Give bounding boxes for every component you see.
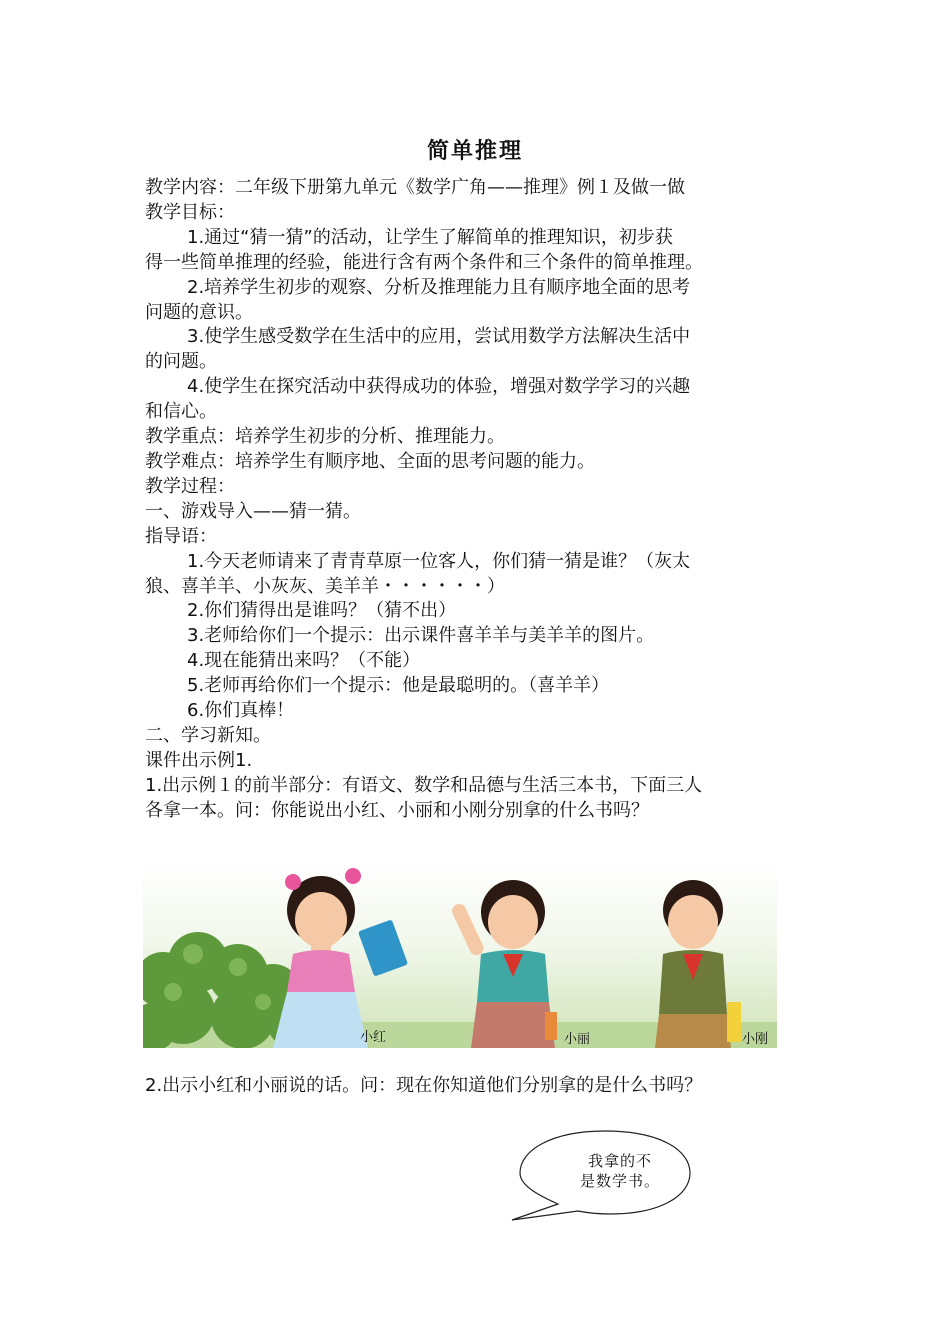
label-xiaogang: 小刚 bbox=[742, 1032, 769, 1047]
text-line: 教学内容：二年级下册第九单元《数学广角——推理》例１及做一做 bbox=[145, 177, 685, 198]
page-title: 简单推理 bbox=[426, 138, 523, 164]
text-line: 教学难点：培养学生有顺序地、全面的思考问题的能力。 bbox=[145, 450, 595, 472]
text-line: 课件出示例1. bbox=[145, 749, 253, 771]
lesson-plan-body bbox=[145, 176, 815, 824]
illustration-three-children bbox=[143, 862, 777, 1048]
text-line: 教学过程： bbox=[145, 475, 235, 497]
speech-bubble-line-1: 我拿的不 bbox=[587, 1152, 652, 1170]
text-line: 3.使学生感受数学在生活中的应用，尝试用数学方法解决生活中 bbox=[187, 326, 691, 348]
label-xiaoli: 小丽 bbox=[564, 1032, 591, 1047]
text-line: 4.使学生在探究活动中获得成功的体验，增强对数学学习的兴趣 bbox=[187, 376, 691, 398]
text-line: 各拿一本。问：你能说出小红、小丽和小刚分别拿的什么书吗？ bbox=[145, 799, 649, 821]
text-line: 二、学习新知。 bbox=[145, 724, 271, 746]
question-2: 2.出示小红和小丽说的话。问：现在你知道他们分别拿的是什么书吗？ bbox=[145, 1075, 703, 1096]
text-line: 2.培养学生初步的观察、分析及推理能力且有顺序地全面的思考 bbox=[187, 276, 691, 298]
text-line: 5.老师再给你们一个提示：他是最聪明的。（喜羊羊） bbox=[187, 675, 610, 697]
text-line: 教学目标： bbox=[145, 201, 235, 223]
speech-bubble-line-2: 是数学书。 bbox=[579, 1172, 660, 1190]
text-line: 和信心。 bbox=[145, 401, 217, 423]
text-line: 一、游戏导入——猜一猜。 bbox=[145, 500, 361, 522]
text-line: 指导语： bbox=[145, 525, 217, 547]
text-line: 3.老师给你们一个提示：出示课件喜羊羊与美羊羊的图片。 bbox=[187, 625, 655, 647]
text-line: 狼、喜羊羊、小灰灰、美羊羊・・・・・・） bbox=[145, 575, 505, 597]
text-line: 1.今天老师请来了青青草原一位客人，你们猜一猜是谁？（灰太 bbox=[187, 550, 691, 572]
text-line: 的问题。 bbox=[145, 351, 217, 373]
text-line: 2.你们猜得出是谁吗？（猜不出） bbox=[187, 600, 457, 622]
text-line: 1.通过“猜一猜”的活动，让学生了解简单的推理知识，初步获 bbox=[187, 226, 673, 248]
label-xiaohong: 小红 bbox=[360, 1030, 387, 1045]
text-line: 教学重点：培养学生初步的分析、推理能力。 bbox=[145, 426, 505, 448]
text-line: 4.现在能猜出来吗？（不能） bbox=[187, 650, 421, 672]
text-line: 问题的意识。 bbox=[145, 301, 253, 323]
text-line: 1.出示例１的前半部分：有语文、数学和品德与生活三本书，下面三人 bbox=[145, 774, 703, 796]
speech-bubble-text bbox=[570, 1151, 670, 1191]
text-line: 得一些简单推理的经验，能进行含有两个条件和三个条件的简单推理。 bbox=[145, 251, 703, 273]
text-line: 6.你们真棒！ bbox=[187, 700, 295, 722]
